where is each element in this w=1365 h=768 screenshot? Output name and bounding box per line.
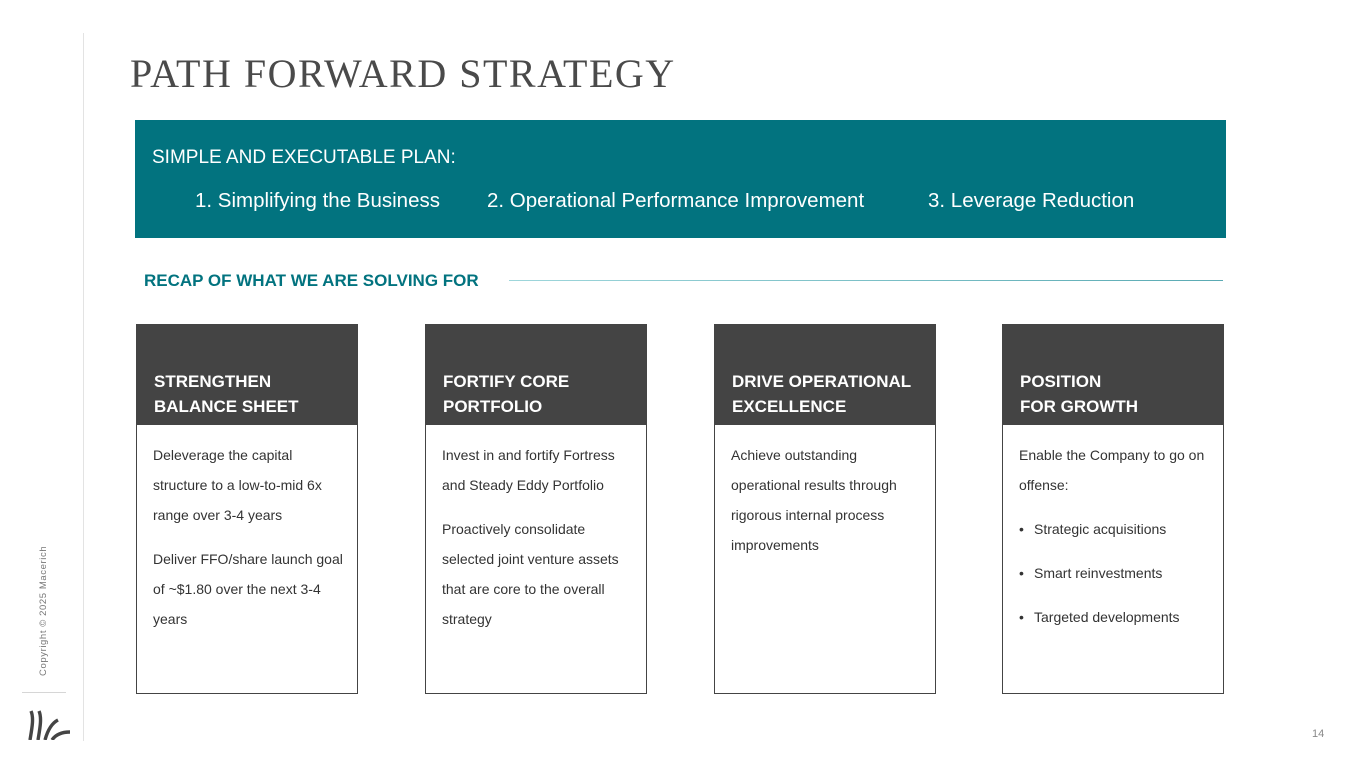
- pillar-drive-operational-excellence: [714, 324, 936, 694]
- plan-step: 1. Simplifying the Business: [195, 189, 440, 212]
- pillar-title-line: PORTFOLIO: [443, 397, 543, 416]
- pillar-strengthen-balance-sheet: [136, 324, 358, 694]
- recap-divider-line: [509, 280, 1223, 281]
- page-number: 14: [1312, 728, 1325, 740]
- logo-divider: [22, 692, 66, 693]
- pillar-title-line: BALANCE SHEET: [154, 397, 299, 416]
- pillar-title-line: FORTIFY CORE: [443, 372, 570, 391]
- pillar-position-for-growth: [1002, 324, 1224, 694]
- pillar-header: [1003, 325, 1223, 425]
- pillar-title: [154, 369, 299, 419]
- page-title: PATH FORWARD STRATEGY: [130, 51, 676, 96]
- pillar-body: [137, 425, 357, 634]
- plan-step: 2. Operational Performance Improvement: [487, 189, 865, 212]
- pillar-title: [1020, 369, 1138, 419]
- pillar-fortify-core-portfolio: [425, 324, 647, 694]
- bullet-item: [1019, 514, 1211, 544]
- pillar-body: [715, 425, 935, 560]
- pillar-body: [1003, 425, 1223, 632]
- pillar-title-line: DRIVE OPERATIONAL: [732, 372, 912, 391]
- bullet-icon: •: [1019, 521, 1024, 537]
- growth-bullet-list: [1019, 514, 1211, 632]
- pillar-body: [426, 425, 646, 634]
- pillar-header: [426, 325, 646, 425]
- company-logo: [28, 710, 70, 740]
- pillar-header: [137, 325, 357, 425]
- pillar-paragraph: Achieve outstanding operational results through rigorous internal process improvements: [731, 447, 897, 553]
- pillar-title-line: EXCELLENCE: [732, 397, 847, 416]
- pillar-paragraph: Deleverage the capital structure to a low-to-mid 6x range over 3-4 years: [153, 447, 322, 523]
- pillar-title: [732, 369, 911, 419]
- bullet-icon: •: [1019, 609, 1024, 625]
- pillar-paragraph: Proactively consolidate selected joint venture assets that are core to the overall strategy: [442, 521, 619, 627]
- left-divider: [83, 33, 84, 741]
- bullet-icon: •: [1019, 565, 1024, 581]
- pillar-paragraph: Invest in and fortify Fortress and Steady Eddy Portfolio: [442, 447, 615, 493]
- plan-banner: [135, 120, 1226, 238]
- pillar-paragraph: Deliver FFO/share launch goal of ~$1.80 over the next 3-4 years: [153, 551, 343, 627]
- copyright-text: Copyright © 2025 Macerich: [38, 545, 49, 676]
- pillar-paragraph: Enable the Company to go on offense:: [1019, 447, 1205, 493]
- plan-step: 3. Leverage Reduction: [928, 189, 1135, 212]
- bullet-item: [1019, 602, 1211, 632]
- plan-heading: SIMPLE AND EXECUTABLE PLAN:: [152, 147, 456, 168]
- pillar-header: [715, 325, 935, 425]
- pillar-title: [443, 369, 569, 419]
- bullet-text: Strategic acquisitions: [1034, 521, 1167, 537]
- recap-title: RECAP OF WHAT WE ARE SOLVING FOR: [144, 271, 479, 290]
- bullet-item: [1019, 558, 1211, 588]
- pillar-title-line: FOR GROWTH: [1020, 397, 1139, 416]
- pillar-title-line: STRENGTHEN: [154, 372, 272, 391]
- pillar-title-line: POSITION: [1020, 372, 1102, 391]
- bullet-text: Targeted developments: [1034, 609, 1180, 625]
- bullet-text: Smart reinvestments: [1034, 565, 1163, 581]
